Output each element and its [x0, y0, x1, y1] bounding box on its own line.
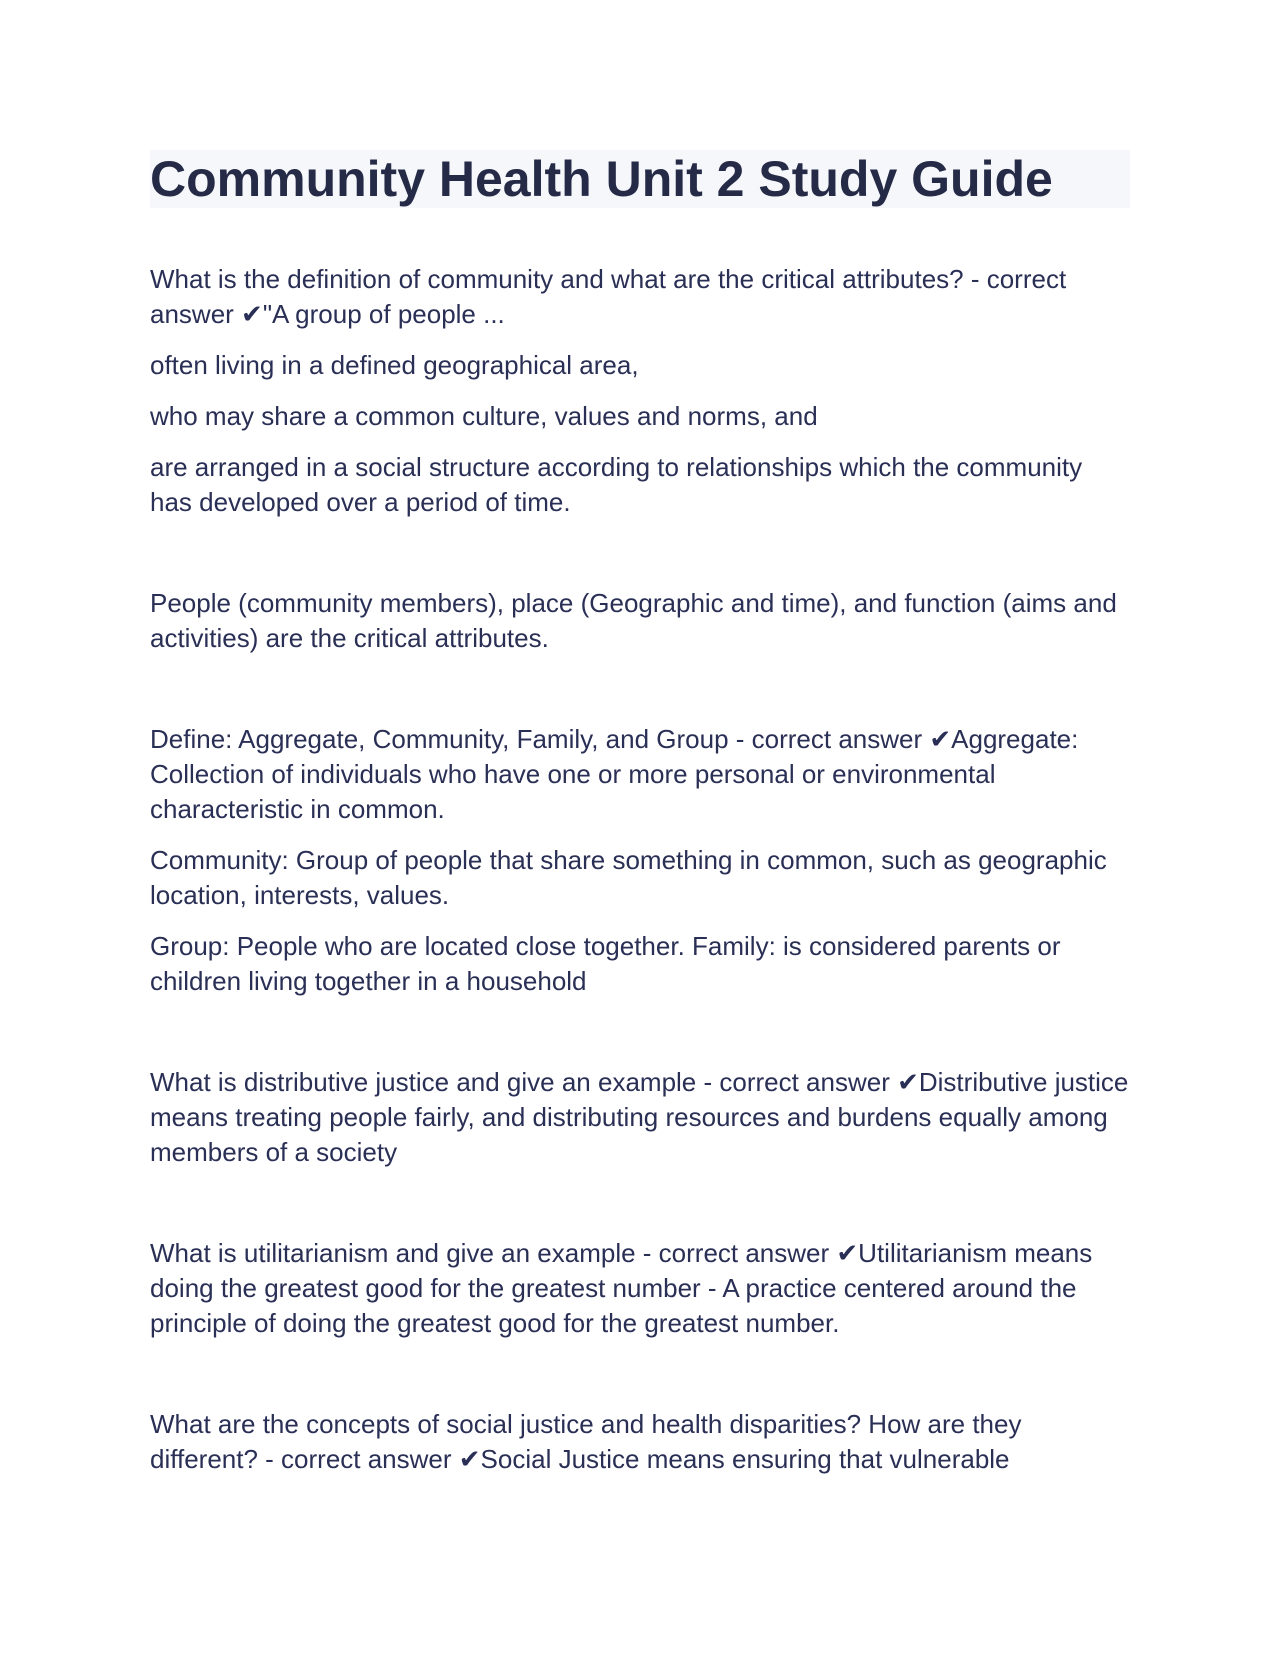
paragraph: often living in a defined geographical area, [150, 350, 639, 380]
paragraph: What is the definition of community and what are the critical attributes? - correct answer ✔"A group of people ... [150, 264, 1067, 329]
section-community-definition [150, 262, 1130, 520]
section-distributive-justice [150, 1065, 1130, 1170]
paragraph: People (community members), place (Geographic and time), and function (aims and activities) are the critical attributes. [150, 588, 1117, 653]
section-utilitarianism [150, 1236, 1130, 1341]
paragraph: What is distributive justice and give an example - correct answer ✔Distributive justice means treating people fairly, and distributing resources and burdens equally among members of a society [150, 1067, 1129, 1167]
paragraph: What is utilitarianism and give an example - correct answer ✔Utilitarianism means doing the greatest good for the greatest number - A practice centered around the principle of doing the greatest good for the greatest number. [150, 1238, 1093, 1338]
page-title: Community Health Unit 2 Study Guide [150, 151, 1053, 207]
paragraph: Define: Aggregate, Community, Family, and Group - correct answer ✔Aggregate: Collection of individuals who have one or more personal or environmental characteristic in common. [150, 724, 1079, 824]
paragraph: are arranged in a social structure according to relationships which the community has developed over a period of time. [150, 452, 1083, 517]
section-define-terms [150, 722, 1130, 999]
paragraph: What are the concepts of social justice and health disparities? How are they different? - correct answer ✔Social Justice means ensuring that vulnerable [150, 1409, 1022, 1474]
paragraph: Group: People who are located close together. Family: is considered parents or children living together in a household [150, 931, 1061, 996]
section-critical-attributes [150, 586, 1130, 656]
section-social-justice [150, 1407, 1130, 1477]
paragraph: Community: Group of people that share something in common, such as geographic location, interests, values. [150, 845, 1107, 910]
document-page [150, 150, 1130, 1477]
title-banner [150, 150, 1130, 208]
paragraph: who may share a common culture, values and norms, and [150, 401, 818, 431]
